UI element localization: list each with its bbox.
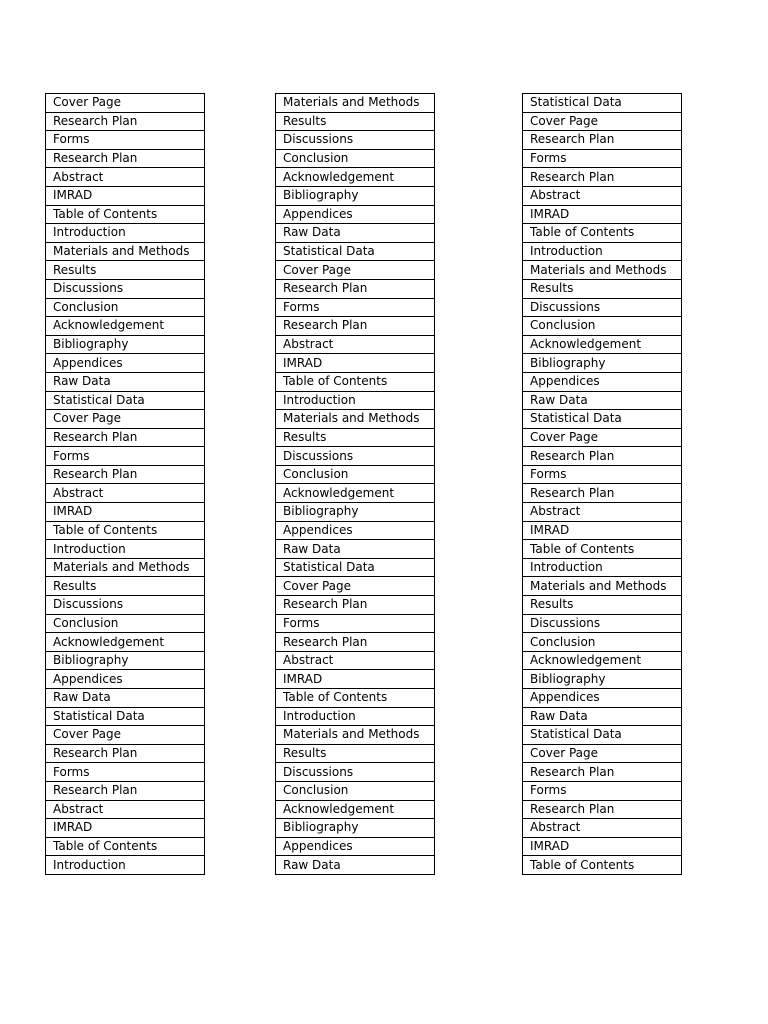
- table-row: [523, 670, 682, 689]
- list-item: IMRAD: [46, 503, 205, 522]
- list-item: Acknowledgement: [276, 484, 435, 503]
- list-item: Statistical Data: [46, 391, 205, 410]
- list-item: Appendices: [276, 205, 435, 224]
- table-row: [276, 149, 435, 168]
- list-item: Introduction: [523, 558, 682, 577]
- table-row: [523, 596, 682, 615]
- list-item: Materials and Methods: [46, 558, 205, 577]
- table-row: [46, 372, 205, 391]
- table-row: [276, 521, 435, 540]
- list-item: Results: [276, 112, 435, 131]
- table-row: [46, 503, 205, 522]
- table-row: [276, 354, 435, 373]
- table-row: [46, 224, 205, 243]
- table-row: [46, 744, 205, 763]
- table-row: [276, 540, 435, 559]
- list-item: Forms: [46, 131, 205, 150]
- table-row: [46, 819, 205, 838]
- table-row: [46, 521, 205, 540]
- list-item: Research Plan: [46, 781, 205, 800]
- list-item: Conclusion: [46, 614, 205, 633]
- table-row: [523, 410, 682, 429]
- list-item: Appendices: [46, 670, 205, 689]
- list-item: Conclusion: [523, 317, 682, 336]
- list-item: Acknowledgement: [523, 651, 682, 670]
- table-row: [276, 186, 435, 205]
- table-row: [523, 391, 682, 410]
- table-row: [276, 372, 435, 391]
- list-item: Table of Contents: [276, 689, 435, 708]
- list-item: Discussions: [276, 131, 435, 150]
- list-item: Table of Contents: [46, 205, 205, 224]
- list-item: Research Plan: [523, 168, 682, 187]
- list-item: Research Plan: [276, 633, 435, 652]
- table-row: [46, 614, 205, 633]
- list-item: Forms: [276, 298, 435, 317]
- table-row: [276, 819, 435, 838]
- table-row: [523, 763, 682, 782]
- table-row: [523, 726, 682, 745]
- list-item: Discussions: [46, 596, 205, 615]
- table-row: [523, 800, 682, 819]
- table-row: [46, 689, 205, 708]
- list-item: Abstract: [523, 186, 682, 205]
- table-row: [276, 298, 435, 317]
- list-item: Statistical Data: [523, 410, 682, 429]
- table-row: [276, 503, 435, 522]
- table-row: [276, 484, 435, 503]
- table-row: [523, 558, 682, 577]
- table-row: [523, 856, 682, 875]
- table-row: [276, 447, 435, 466]
- list-item: Introduction: [523, 242, 682, 261]
- table-row: [46, 577, 205, 596]
- table-row: [276, 391, 435, 410]
- list-item: Results: [46, 577, 205, 596]
- table-row: [523, 94, 682, 113]
- list-item: Research Plan: [46, 744, 205, 763]
- list-item: Materials and Methods: [276, 410, 435, 429]
- list-item: Statistical Data: [523, 726, 682, 745]
- table-row: [523, 837, 682, 856]
- list-item: Cover Page: [46, 94, 205, 113]
- table-row: [46, 149, 205, 168]
- table-row: [46, 335, 205, 354]
- table-row: [46, 726, 205, 745]
- table-row: [523, 484, 682, 503]
- list-item: Table of Contents: [523, 224, 682, 243]
- list-item: Bibliography: [46, 335, 205, 354]
- table-row: [523, 689, 682, 708]
- list-item: Statistical Data: [276, 558, 435, 577]
- list-item: Forms: [46, 763, 205, 782]
- table-row: [523, 372, 682, 391]
- table-row: [276, 763, 435, 782]
- list-item: Research Plan: [523, 447, 682, 466]
- table-row: [46, 279, 205, 298]
- table-row: [276, 800, 435, 819]
- table-row: [523, 261, 682, 280]
- list-item: Materials and Methods: [276, 94, 435, 113]
- table-row: [523, 651, 682, 670]
- list-item: Bibliography: [46, 651, 205, 670]
- table-row: [276, 261, 435, 280]
- table-row: [276, 596, 435, 615]
- table-row: [46, 633, 205, 652]
- table-row: [276, 726, 435, 745]
- table-row: [276, 651, 435, 670]
- list-item: IMRAD: [276, 354, 435, 373]
- table-row: [46, 800, 205, 819]
- list-item: Research Plan: [523, 484, 682, 503]
- list-item: Forms: [523, 781, 682, 800]
- table-row: [276, 410, 435, 429]
- table-row: [46, 670, 205, 689]
- list-item: IMRAD: [523, 205, 682, 224]
- table-row: [523, 707, 682, 726]
- table-row: [46, 391, 205, 410]
- table-row: [46, 856, 205, 875]
- table-row: [523, 354, 682, 373]
- table-row: [46, 465, 205, 484]
- list-column-2: [275, 93, 435, 875]
- table-row: [46, 168, 205, 187]
- list-item: Cover Page: [276, 261, 435, 280]
- list-item: Cover Page: [46, 410, 205, 429]
- list-item: Statistical Data: [276, 242, 435, 261]
- table-row: [46, 428, 205, 447]
- list-item: Bibliography: [276, 819, 435, 838]
- list-item: Table of Contents: [46, 837, 205, 856]
- table-row: [276, 670, 435, 689]
- list-item: Results: [523, 596, 682, 615]
- list-item: IMRAD: [523, 837, 682, 856]
- list-item: Materials and Methods: [523, 261, 682, 280]
- list-item: Materials and Methods: [523, 577, 682, 596]
- list-item: Forms: [523, 465, 682, 484]
- list-item: Research Plan: [523, 131, 682, 150]
- table-row: [276, 614, 435, 633]
- list-item: Cover Page: [46, 726, 205, 745]
- table-row: [276, 205, 435, 224]
- table-row: [523, 614, 682, 633]
- list-item: Raw Data: [523, 391, 682, 410]
- table-row: [523, 428, 682, 447]
- table-row: [523, 503, 682, 522]
- list-item: Research Plan: [46, 149, 205, 168]
- list-item: Conclusion: [523, 633, 682, 652]
- table-row: [46, 186, 205, 205]
- list-item: Abstract: [46, 484, 205, 503]
- table-row: [276, 131, 435, 150]
- table-row: [523, 577, 682, 596]
- list-item: Statistical Data: [46, 707, 205, 726]
- list-item: Appendices: [523, 372, 682, 391]
- table-row: [276, 837, 435, 856]
- list-item: Cover Page: [523, 744, 682, 763]
- table-row: [46, 781, 205, 800]
- list-item: Introduction: [276, 391, 435, 410]
- list-item: Results: [46, 261, 205, 280]
- list-item: Research Plan: [46, 112, 205, 131]
- list-item: Discussions: [523, 614, 682, 633]
- list-item: Cover Page: [523, 428, 682, 447]
- table-row: [523, 819, 682, 838]
- table-row: [523, 540, 682, 559]
- table-row: [46, 94, 205, 113]
- table-row: [523, 744, 682, 763]
- table-row: [523, 168, 682, 187]
- list-item: Bibliography: [276, 503, 435, 522]
- list-item: Research Plan: [523, 763, 682, 782]
- table-row: [46, 298, 205, 317]
- list-item: Table of Contents: [276, 372, 435, 391]
- table-row: [276, 112, 435, 131]
- list-item: Conclusion: [276, 465, 435, 484]
- table-row: [46, 558, 205, 577]
- table-row: [523, 131, 682, 150]
- list-item: Discussions: [46, 279, 205, 298]
- list-item: Conclusion: [276, 781, 435, 800]
- table-row: [46, 447, 205, 466]
- list-item: Research Plan: [46, 428, 205, 447]
- table-row: [276, 856, 435, 875]
- table-row: [523, 633, 682, 652]
- list-item: Acknowledgement: [276, 168, 435, 187]
- table-row: [523, 465, 682, 484]
- list-item: Results: [523, 279, 682, 298]
- table-row: [523, 521, 682, 540]
- list-item: Introduction: [46, 224, 205, 243]
- table-row: [276, 744, 435, 763]
- table-row: [46, 131, 205, 150]
- table-row: [46, 540, 205, 559]
- list-item: Abstract: [46, 800, 205, 819]
- list-item: Cover Page: [276, 577, 435, 596]
- table-row: [276, 465, 435, 484]
- table-row: [46, 410, 205, 429]
- table-row: [523, 224, 682, 243]
- table-row: [276, 428, 435, 447]
- table-row: [523, 447, 682, 466]
- list-item: Appendices: [276, 521, 435, 540]
- table-row: [46, 837, 205, 856]
- table-row: [46, 651, 205, 670]
- list-item: Bibliography: [276, 186, 435, 205]
- table-row: [276, 94, 435, 113]
- table-row: [276, 577, 435, 596]
- table-row: [276, 633, 435, 652]
- list-item: Research Plan: [276, 317, 435, 336]
- list-item: Cover Page: [523, 112, 682, 131]
- table-row: [276, 558, 435, 577]
- table-row: [523, 242, 682, 261]
- list-item: Abstract: [46, 168, 205, 187]
- list-item: Conclusion: [276, 149, 435, 168]
- table-row: [276, 335, 435, 354]
- table-row: [276, 781, 435, 800]
- list-item: Acknowledgement: [523, 335, 682, 354]
- list-item: Raw Data: [46, 372, 205, 391]
- table-row: [46, 707, 205, 726]
- list-item: IMRAD: [46, 819, 205, 838]
- table-row: [46, 242, 205, 261]
- list-item: Abstract: [523, 503, 682, 522]
- list-item: Conclusion: [46, 298, 205, 317]
- list-item: Acknowledgement: [46, 633, 205, 652]
- list-item: Acknowledgement: [276, 800, 435, 819]
- table-row: [523, 317, 682, 336]
- list-item: Raw Data: [276, 540, 435, 559]
- table-row: [523, 205, 682, 224]
- list-item: Bibliography: [523, 354, 682, 373]
- list-item: Results: [276, 428, 435, 447]
- list-item: Appendices: [276, 837, 435, 856]
- list-item: Raw Data: [46, 689, 205, 708]
- table-row: [523, 781, 682, 800]
- list-item: Discussions: [523, 298, 682, 317]
- list-column-3: [522, 93, 682, 875]
- list-item: Research Plan: [46, 465, 205, 484]
- list-item: Materials and Methods: [276, 726, 435, 745]
- list-item: Appendices: [46, 354, 205, 373]
- list-item: Abstract: [276, 335, 435, 354]
- list-item: Raw Data: [523, 707, 682, 726]
- list-item: Discussions: [276, 447, 435, 466]
- table-row: [523, 149, 682, 168]
- list-item: Results: [276, 744, 435, 763]
- table-row: [276, 242, 435, 261]
- table-row: [523, 298, 682, 317]
- list-item: Table of Contents: [523, 540, 682, 559]
- table-row: [276, 168, 435, 187]
- list-item: Discussions: [276, 763, 435, 782]
- list-item: Forms: [523, 149, 682, 168]
- list-item: Forms: [46, 447, 205, 466]
- table-row: [46, 205, 205, 224]
- list-item: Research Plan: [523, 800, 682, 819]
- list-item: Materials and Methods: [46, 242, 205, 261]
- list-item: Raw Data: [276, 224, 435, 243]
- table-row: [46, 112, 205, 131]
- table-row: [46, 484, 205, 503]
- list-item: IMRAD: [46, 186, 205, 205]
- list-item: Table of Contents: [46, 521, 205, 540]
- table-row: [276, 707, 435, 726]
- list-item: Raw Data: [276, 856, 435, 875]
- table-row: [276, 317, 435, 336]
- table-row: [276, 224, 435, 243]
- table-row: [46, 261, 205, 280]
- list-item: Statistical Data: [523, 94, 682, 113]
- table-row: [46, 763, 205, 782]
- list-item: Abstract: [276, 651, 435, 670]
- list-item: Introduction: [276, 707, 435, 726]
- table-row: [523, 279, 682, 298]
- list-item: IMRAD: [276, 670, 435, 689]
- list-item: Abstract: [523, 819, 682, 838]
- table-row: [46, 317, 205, 336]
- table-row: [46, 354, 205, 373]
- table-row: [523, 335, 682, 354]
- list-item: Introduction: [46, 540, 205, 559]
- list-item: Acknowledgement: [46, 317, 205, 336]
- list-item: IMRAD: [523, 521, 682, 540]
- table-row: [523, 112, 682, 131]
- table-row: [276, 279, 435, 298]
- list-item: Research Plan: [276, 279, 435, 298]
- table-row: [276, 689, 435, 708]
- list-item: Forms: [276, 614, 435, 633]
- list-item: Research Plan: [276, 596, 435, 615]
- list-item: Table of Contents: [523, 856, 682, 875]
- table-row: [523, 186, 682, 205]
- list-item: Introduction: [46, 856, 205, 875]
- list-column-1: [45, 93, 205, 875]
- table-row: [46, 596, 205, 615]
- list-item: Appendices: [523, 689, 682, 708]
- list-item: Bibliography: [523, 670, 682, 689]
